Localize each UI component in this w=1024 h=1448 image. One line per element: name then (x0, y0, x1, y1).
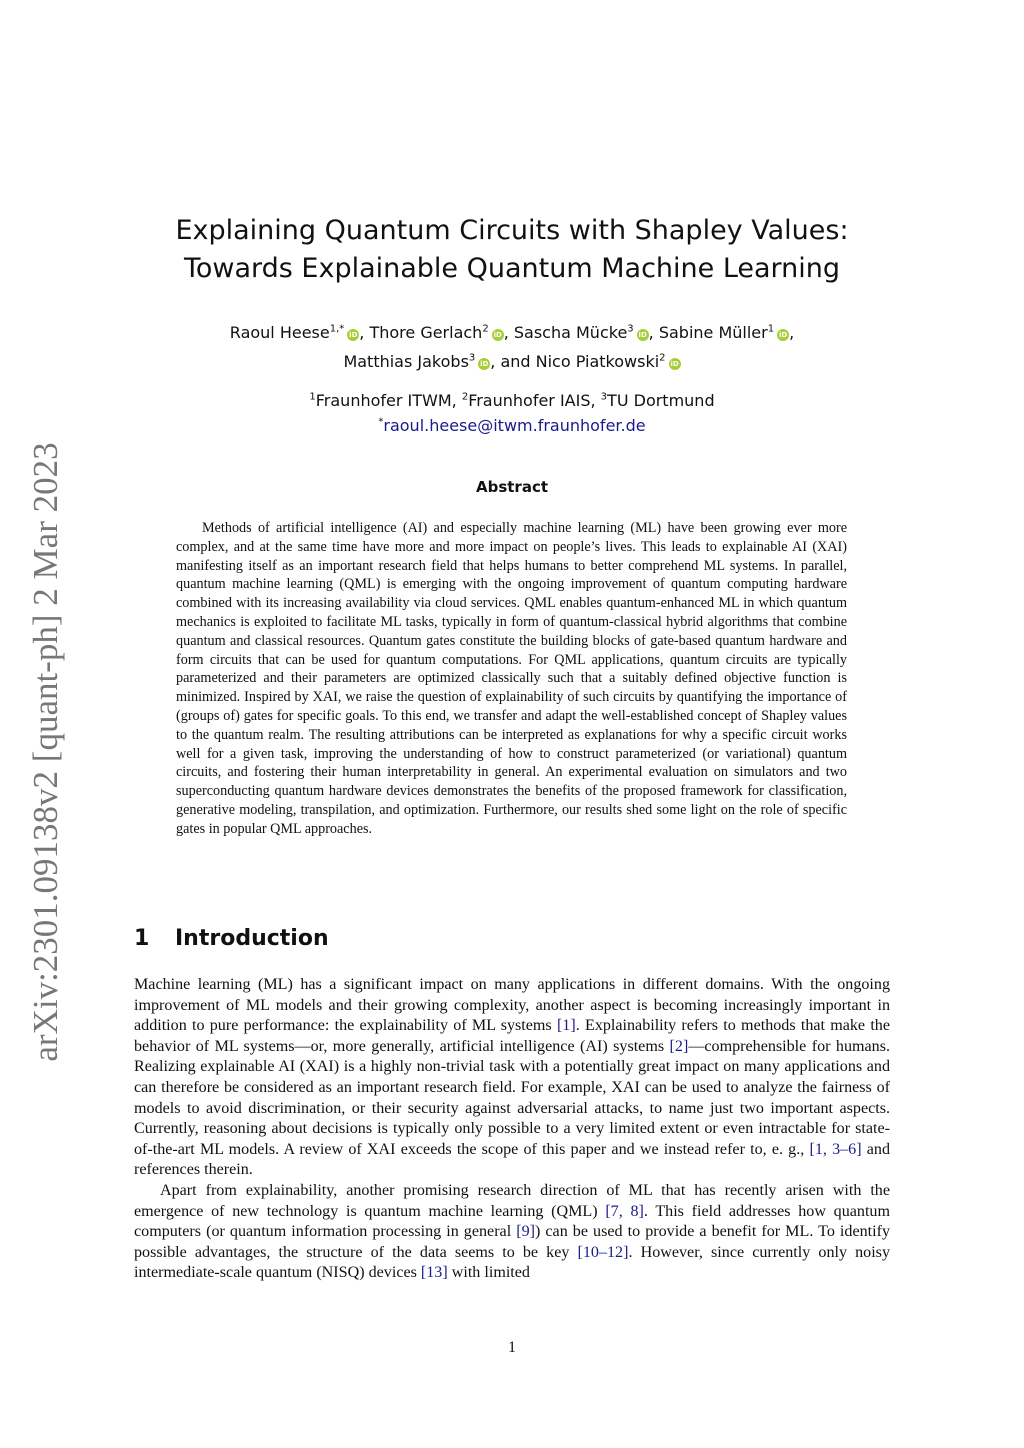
paper-title (0, 212, 1024, 288)
abstract-text: Methods of artificial intelligence (AI) and especially machine learning (ML) have been growing ever more complex, and at the same time have more and more impact on people’s lives. This leads to explainable AI (XAI) manifesting itself as an important research field that helps humans to better comprehend ML systems. In parallel, quantum machine learning (QML) is emerging with the ongoing improvement of quantum computing hardware combined with its increasing availability via cloud services. QML enables quantum-enhanced ML in which quantum mechanics is exploited to facilitate ML tasks, typically in form of quantum-classical hybrid algorithms that combine quantum and classical resources. Quantum gates constitute the building blocks of gate-based quantum hardware and form circuits that can be used for quantum computations. For QML applications, quantum circuits are typically parameterized and their parameters are optimized classically such that a suitably defined objective function is minimized. Inspired by XAI, we raise the question of explainability of such circuits by quantifying the importance of (groups of) gates for specific goals. To this end, we transfer and adapt the well-established concept of Shapley values to the quantum realm. The resulting attributions can be interpreted as explanations for why a specific circuit works well for a given task, improving the understanding of how to construct parameterized (or variational) quantum circuits, and fostering their human interpretability in general. An experimental evaluation on simulators and two superconducting quantum hardware devices demonstrates the benefits of the proposed framework for classification, generative modeling, transpilation, and optimization. Furthermore, our results shed some light on the role of specific gates in popular QML approaches. (176, 520, 847, 837)
email-line (0, 413, 1024, 438)
affiliation-text: Fraunhofer ITWM, (315, 391, 462, 410)
orcid-icon[interactable]: iD (638, 331, 647, 339)
paragraph (134, 975, 890, 1181)
citation-link[interactable]: [1] (556, 1017, 576, 1035)
affil-sup: 3 (600, 391, 608, 403)
author-name: Matthias Jakobs (343, 352, 469, 371)
abstract-body (176, 519, 847, 839)
email-link[interactable]: raoul.heese@itwm.fraunhofer.de (383, 416, 646, 435)
paragraph-text: Machine learning (ML) has a significant impact on many applications in different domains. With the ongoing improvement of ML models and their growing complexity, another aspect is becoming increasingly important in addition to pure performance: the explainability of ML systems (134, 976, 890, 1035)
author-affil-sup: 2 (659, 352, 666, 364)
author-separator: , (789, 323, 795, 342)
paragraph-text: . However, since currently only noisy intermediate-scale quantum (NISQ) devices (134, 1243, 890, 1282)
author-name: , Sascha Mücke (503, 323, 628, 342)
title-line-2: Towards Explainable Quantum Machine Learning (183, 253, 841, 284)
citation-link[interactable]: [7, 8] (605, 1202, 644, 1220)
affiliation-text: TU Dortmund (607, 391, 715, 410)
affiliation-text: Fraunhofer IAIS, (468, 391, 601, 410)
author-name: , Thore Gerlach (359, 323, 483, 342)
affiliation-line (0, 388, 1024, 413)
orcid-icon[interactable]: iD (493, 331, 502, 339)
author-affil-sup: 3 (627, 323, 634, 335)
section-number: 1 (134, 926, 150, 951)
section-title: Introduction (175, 926, 329, 951)
abstract-heading: Abstract (475, 478, 549, 496)
orcid-icon[interactable]: iD (349, 331, 358, 339)
citation-link[interactable]: [9] (516, 1223, 535, 1241)
orcid-icon[interactable]: iD (670, 360, 679, 368)
author-name: Raoul Heese (229, 323, 330, 342)
intro-body (134, 975, 890, 1284)
citation-link[interactable]: [13] (420, 1264, 448, 1282)
page-number: 1 (508, 1339, 516, 1356)
citation-link[interactable]: [1, 3–6] (809, 1140, 862, 1158)
paragraph-text: with limited (447, 1264, 530, 1282)
author-list (0, 318, 1024, 376)
affil-sup: 1 (309, 391, 316, 403)
orcid-icon[interactable]: iD (778, 331, 788, 339)
paragraph-text: ) can be used to provide a benefit for ML. To identify possible advantages, the structure of the data seems to be key (134, 1223, 890, 1261)
paragraph (134, 1181, 890, 1284)
author-affil-sup: 1,* (329, 323, 345, 335)
author-affil-sup: 3 (468, 352, 476, 364)
paragraph-text: . Explainability refers to methods that make the behavior of ML systems—or, more generally, artificial intelligence (AI) systems (134, 1017, 890, 1055)
citation-link[interactable]: [10–12] (577, 1243, 629, 1261)
author-line-2 (0, 347, 1024, 376)
paragraph-text: —comprehensible for humans. Realizing explainable AI (XAI) is a highly non-trivial task with a potentially great impact on many applications and can therefore be considered as an important research field. For example, XAI can be used to analyze the fairness of models to avoid discrimination, or their security against adversarial attacks, to name just two important aspects. Currently, reasoning about decisions is typically only possible to a very limited extent or even intractable for state-of-the-art ML models. A review of XAI exceeds the scope of this paper and we instead refer to, e. g., (134, 1037, 891, 1158)
author-name: , Sabine Müller (648, 323, 768, 342)
section-heading (134, 926, 329, 951)
author-name: , and Nico Piatkowski (490, 352, 660, 371)
affil-sup: 2 (461, 391, 469, 403)
title-line-1: Explaining Quantum Circuits with Shapley Values: (175, 215, 849, 246)
author-affil-sup: 1 (767, 323, 775, 335)
email-star: * (378, 416, 384, 428)
citation-link[interactable]: [2] (669, 1037, 689, 1055)
orcid-icon[interactable]: iD (480, 360, 489, 368)
arxiv-identifier: arXiv:2301.09138v2 [quant-ph] 2 Mar 2023 (26, 442, 65, 1062)
paragraph-text: and references therein. (134, 1140, 891, 1179)
author-line-1 (0, 318, 1024, 347)
affiliations (0, 388, 1024, 438)
author-affil-sup: 2 (482, 323, 489, 335)
paragraph-text: . This field addresses how quantum computers (or quantum information processing in general (134, 1202, 891, 1241)
paragraph-text: Apart from explainability, another promising research direction of ML that has recently arisen with the emergence of new technology is quantum machine learning (QML) (134, 1181, 890, 1220)
